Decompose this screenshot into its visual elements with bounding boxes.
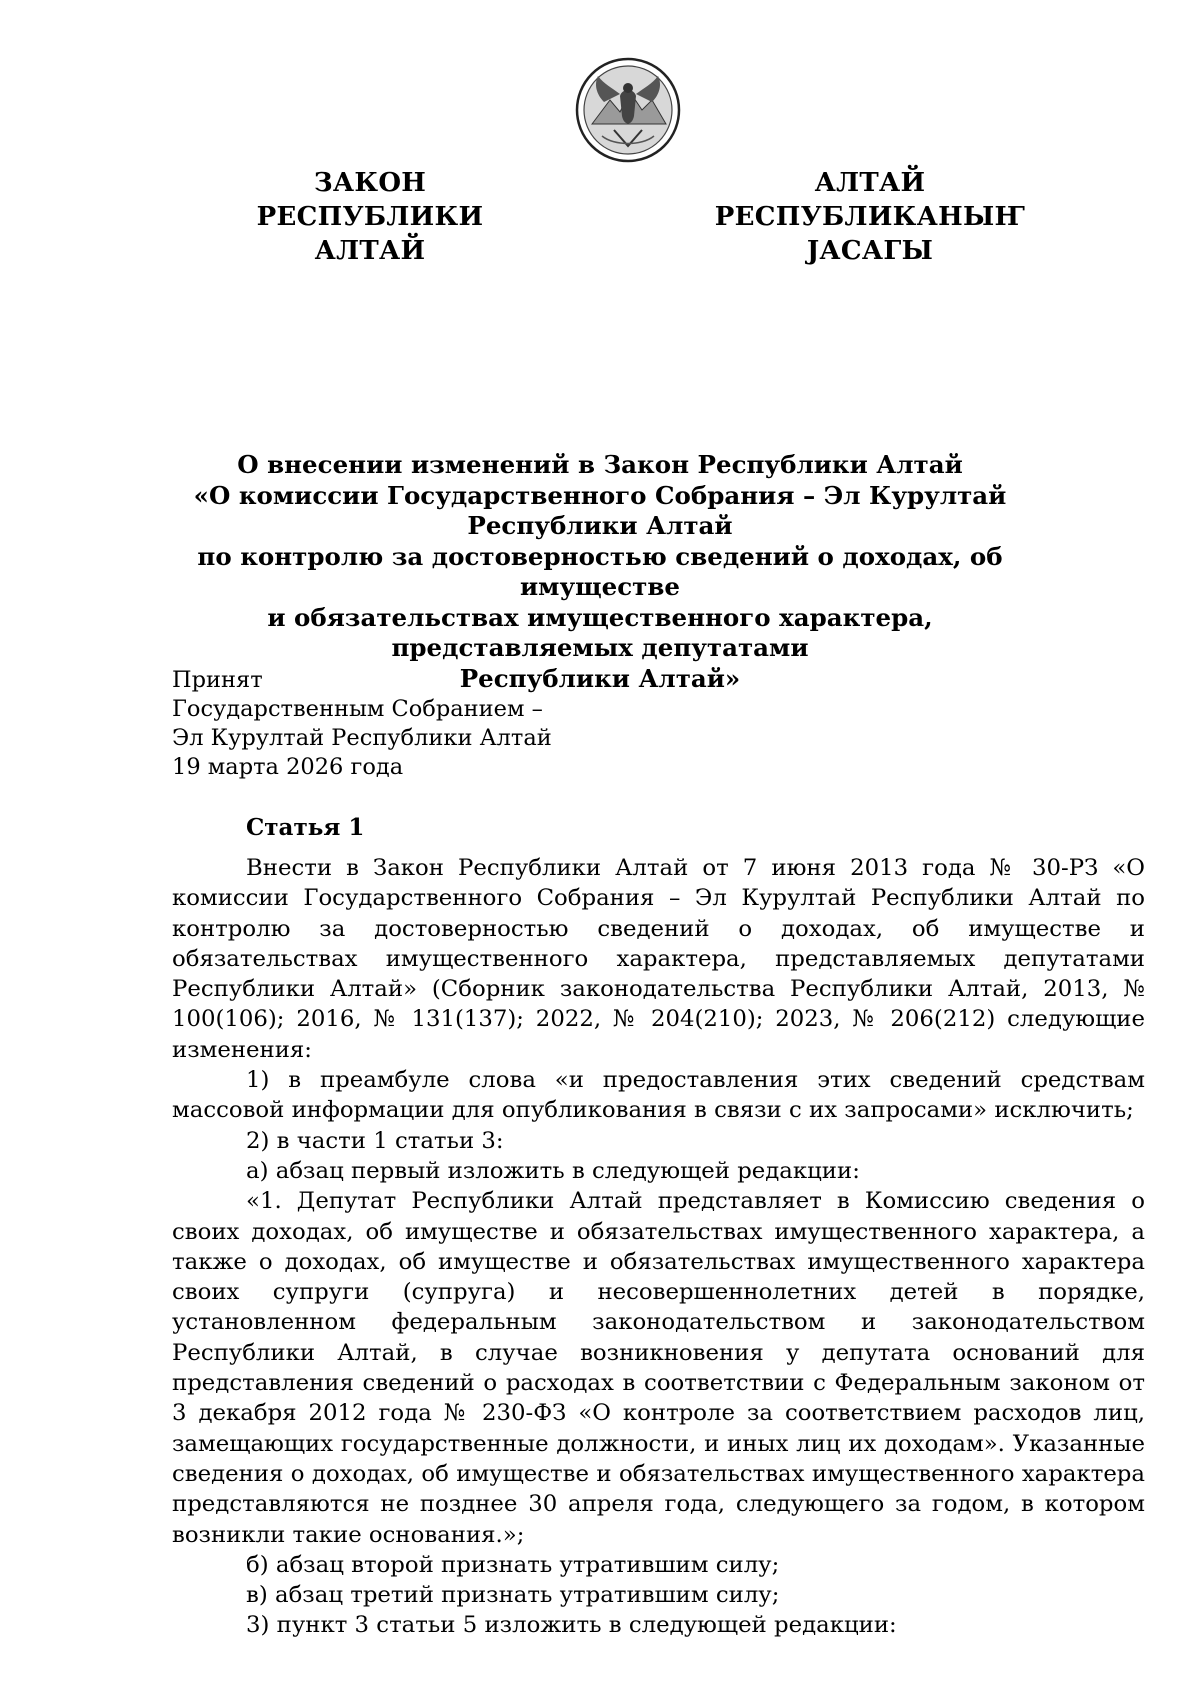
article-heading: Статья 1 bbox=[246, 814, 365, 841]
title-line: по контролю за достоверностью сведений о доходах, об имуществе bbox=[197, 541, 1003, 601]
adoption-line: Эл Курултай Республики Алтай bbox=[172, 725, 552, 751]
adoption-block bbox=[172, 666, 552, 782]
title-line: Республики Алтай» bbox=[459, 663, 741, 693]
article-paragraph: а) абзац первый изложить в следующей редакции: bbox=[246, 1157, 860, 1184]
coat-of-arms-emblem bbox=[574, 54, 682, 166]
article-paragraph: б) абзац второй признать утратившим силу; bbox=[246, 1551, 780, 1578]
header-russian bbox=[200, 166, 540, 268]
document-title bbox=[150, 450, 1050, 694]
header-right-line2: ЈАСАГЫ bbox=[806, 236, 934, 266]
header-altai bbox=[700, 166, 1040, 268]
article-paragraph: в) абзац третий признать утратившим силу; bbox=[246, 1582, 780, 1609]
article-paragraph: 3) пункт 3 статьи 5 изложить в следующей редакции: bbox=[246, 1612, 897, 1639]
adoption-date: 19 марта 2026 года bbox=[172, 754, 404, 780]
header-left-line2: РЕСПУБЛИКИ АЛТАЙ bbox=[256, 202, 484, 266]
article-paragraph: 2) в части 1 статьи 3: bbox=[246, 1127, 504, 1154]
article-paragraph: «1. Депутат Республики Алтай представляет в Комиссию сведения о своих доходах, об имуществе и обязательствах имущественного характера, а также о доходах, об имуществе и обязательствах имущественного характера своих супруги (супруга) и несовершеннолетних детей в порядке, установленном федеральным законодательством и законодательством Республики Алтай, в случае возникновения у депутата оснований для представления сведений о расходах в соответствии с Федеральным законом от 3 декабря 2012 года № 230-ФЗ «О контроле за соответствием расходов лиц, замещающих государственные должности, и иных лиц их доходам». Указанные сведения о доходах, об имуществе и обязательствах имущественного характера представляются не позднее 30 апреля года, следующего за годом, в котором возникли такие основания.»; bbox=[172, 1188, 1145, 1548]
article-paragraph: 1) в преамбуле слова «и предоставления этих сведений средствам массовой информации для опубликования в связи с их запросами» исключить; bbox=[172, 1067, 1145, 1124]
article-paragraph: Внести в Закон Республики Алтай от 7 июня 2013 года № 30-РЗ «О комиссии Государственного Собрания – Эл Курултай Республики Алтай по контролю за достоверностью сведений о доходах, об имуществе и обязательствах имущественного характера, представляемых депутатами Республики Алтай» (Сборник законодательства Республики Алтай, 2013, № 100(106); 2016, № 131(137); 2022, № 204(210); 2023, № 206(212) следующие изменения: bbox=[172, 855, 1145, 1063]
title-line: О внесении изменений в Закон Республики Алтай bbox=[237, 450, 963, 479]
header-left-line1: ЗАКОН bbox=[313, 168, 427, 198]
header-right-line1: АЛТАЙ РЕСПУБЛИКАНЫҤ bbox=[714, 168, 1026, 232]
adoption-line: Принят bbox=[172, 667, 263, 693]
adoption-line: Государственным Собранием – bbox=[172, 696, 543, 722]
title-line: «О комиссии Государственного Собрания – Эл Курултай Республики Алтай bbox=[193, 480, 1007, 540]
article-body bbox=[172, 853, 1145, 1641]
title-line: и обязательствах имущественного характера, представляемых депутатами bbox=[267, 602, 933, 662]
